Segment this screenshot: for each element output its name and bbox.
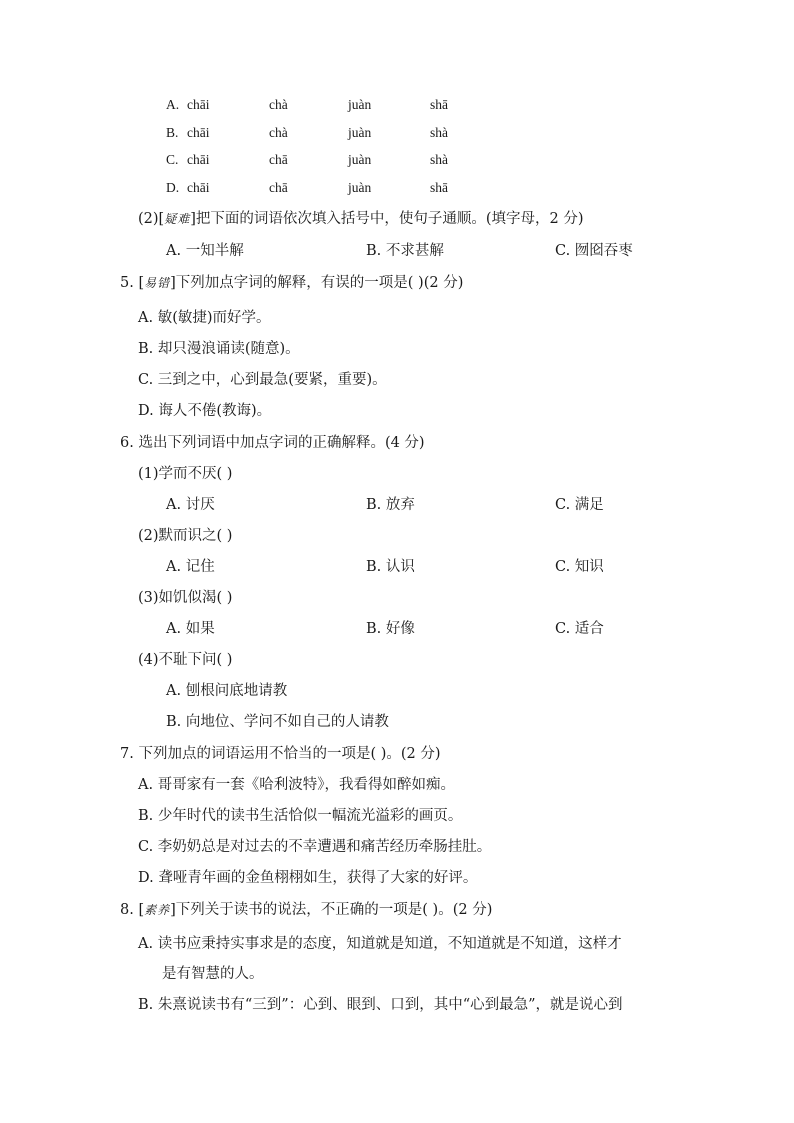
pinyin-cell: shā [430,97,448,112]
option: B. 好像 [366,621,415,637]
sub-question: (1)学而不厌( ) [138,466,233,482]
option: B. 认识 [366,559,415,575]
option-label: C. [166,152,179,167]
option: A. 哥哥家有一套《哈利波特》，我看得如醉如痴。 [138,777,455,793]
pinyin-cell: shà [430,125,448,140]
option: A. 刨根问底地请教 [166,683,288,699]
question-text: ]下列加点字词的解释，有误的一项是( )(2 分) [170,275,464,291]
question-text: ]把下面的词语依次填入括号中，使句子通顺。(填字母，2 分) [190,211,584,227]
option: A. 读书应秉持实事求是的态度，知道就是知道，不知道就是不知道，这样才 [138,936,622,952]
question-6-stem: 6. 选出下列词语中加点字词的正确解释。(4 分) [120,435,425,451]
option: B. 却只漫浪诵读(随意)。 [138,341,300,357]
pinyin-cell: shà [430,152,448,167]
option: A. 记住 [166,559,215,575]
sub-question: (2)默而识之( ) [138,528,233,544]
difficulty-tag: 素养 [144,903,171,917]
sub-question: (4)不耻下问( ) [138,652,233,668]
option: C. 满足 [555,497,604,513]
difficulty-tag: 易错 [144,276,171,290]
option: C. 三到之中，心到最急(要紧，重要)。 [138,372,387,388]
pinyin-cell: chāi [187,180,210,195]
question-8-stem [120,900,492,920]
option: B. 朱熹说读书有“三到”：心到、眼到、口到，其中“心到最急”，就是说心到 [138,997,623,1013]
option-label: B. [166,125,179,140]
pinyin-cell: juàn [348,125,372,140]
pinyin-cell: juàn [348,152,372,167]
option: D. 聋哑青年画的金鱼栩栩如生，获得了大家的好评。 [138,870,478,886]
question-number: 5. [ [120,275,145,291]
pinyin-cell: chà [269,125,288,140]
option: A. 一知半解 [166,243,244,259]
option: B. 放弃 [366,497,415,513]
pinyin-cell: juàn [348,180,372,195]
question-number: (2)[ [138,211,165,227]
option: B. 少年时代的读书生活恰似一幅流光溢彩的画页。 [138,808,463,824]
question-text: ]下列关于读书的说法，不正确的一项是( )。(2 分) [170,902,493,918]
option: A. 如果 [166,621,215,637]
pinyin-cell: chà [269,97,288,112]
option: C. 知识 [555,559,604,575]
option: A. 敏(敏捷)而好学。 [138,310,271,326]
pinyin-cell: chā [269,180,288,195]
option-label: D. [166,180,180,195]
pinyin-cell: chāi [187,152,210,167]
pinyin-cell: shā [430,180,448,195]
question-number: 8. [ [120,902,145,918]
option-continuation: 是有智慧的人。 [162,966,264,982]
pinyin-cell: juàn [348,97,372,112]
option: C. 李奶奶总是对过去的不幸遭遇和痛苦经历牵肠挂肚。 [138,839,492,855]
question-4-2-stem [138,209,584,229]
option: C. 适合 [555,621,604,637]
question-5-stem [120,273,463,293]
option: C. 囫囵吞枣 [555,243,633,259]
option: B. 向地位、学问不如自己的人请教 [166,714,389,730]
pinyin-cell: chāi [187,97,210,112]
pinyin-cell: chā [269,152,288,167]
option: D. 诲人不倦(教诲)。 [138,403,272,419]
option: A. 讨厌 [166,497,215,513]
pinyin-cell: chāi [187,125,210,140]
option: B. 不求甚解 [366,243,444,259]
difficulty-tag: 疑难 [164,212,191,226]
option-label: A. [166,97,180,112]
question-7-stem: 7. 下列加点的词语运用不恰当的一项是( )。(2 分) [120,746,441,762]
sub-question: (3)如饥似渴( ) [138,590,233,606]
